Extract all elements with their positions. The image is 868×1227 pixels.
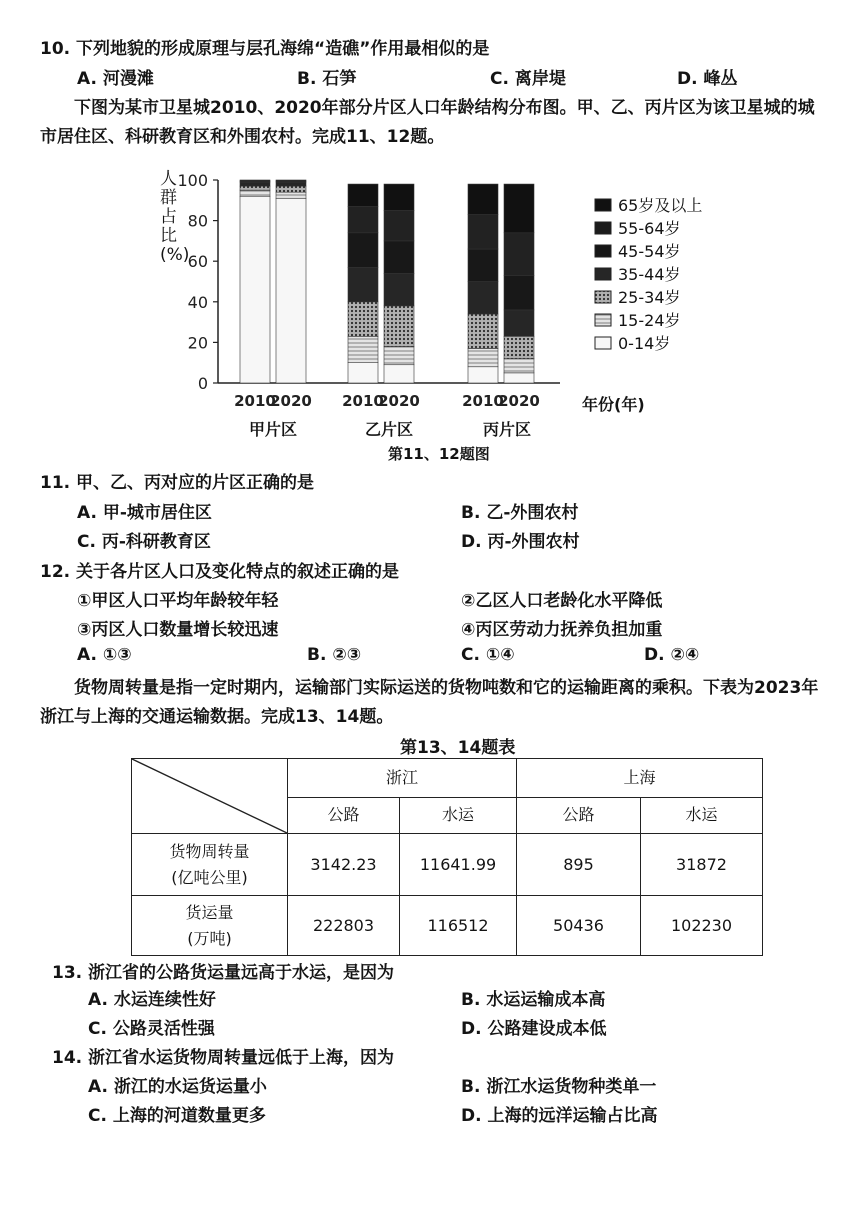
x-tick-label: 2020 [270,392,312,410]
bar-segment [504,359,534,373]
legend-label: 35-44岁 [618,265,681,284]
q14-stem: 14. 浙江省水运货物周转量远低于上海，因为 [52,1048,395,1068]
q11-option-a[interactable]: A. 甲-城市居住区 [77,503,212,523]
table-cell: 895 [517,834,641,896]
transport-data-table [131,758,763,956]
bar-segment [384,210,414,240]
q12-stem: 12. 关于各片区人口及变化特点的叙述正确的是 [40,562,400,582]
legend-label: 15-24岁 [618,311,681,330]
bar-segment [468,184,498,214]
q10-option-c[interactable]: C. 离岸堤 [490,69,566,89]
legend-swatch [595,245,611,257]
bar-segment [384,241,414,273]
x-tick-label: 2010 [342,392,384,410]
y-tick-label: 0 [197,374,208,393]
row-label [132,834,288,896]
group-label-bing: 丙片区 [483,420,532,439]
legend-swatch [595,199,611,211]
bar-segment [240,182,270,186]
q12-option-c[interactable]: C. ①④ [461,645,515,665]
q12-statement-1: ①甲区人口平均年龄较年轻 [77,591,279,611]
bar-segment [276,186,306,192]
q10-option-d[interactable]: D. 峰丛 [677,69,738,89]
q11-option-b[interactable]: B. 乙-外围农村 [461,503,579,523]
q11-stem: 11. 甲、乙、丙对应的片区正确的是 [40,473,315,493]
q10-option-b[interactable]: B. 石笋 [297,69,357,89]
table-header-mode: 公路 [517,797,641,834]
bar-segment [240,190,270,196]
row-label-unit: (万吨) [187,928,232,948]
bar-segment [276,192,306,198]
population-age-chart [150,165,710,450]
bar-segment [504,233,534,276]
bar-segment [468,282,498,314]
x-tick-label: 2020 [498,392,540,410]
bar-segment [468,249,498,281]
legend-swatch [595,291,611,303]
q12-option-b[interactable]: B. ②③ [307,645,362,665]
q12-statement-2: ②乙区人口老龄化水平降低 [461,591,663,611]
y-axis-label: 人群占比(%) [160,169,190,265]
table-cell: 50436 [517,896,641,956]
table-header-mode: 水运 [641,797,763,834]
y-tick-label: 100 [177,171,208,190]
bar-segment [348,336,378,362]
bar-segment [468,367,498,383]
legend-swatch [595,268,611,280]
diagonal-divider [132,759,287,833]
q10-stem: 10. 下列地貌的形成原理与层孔海绵“造礁”作用最相似的是 [40,39,490,59]
figure-caption: 第11、12题图 [388,445,490,463]
bar-segment [240,180,270,181]
y-tick-label: 20 [187,333,208,353]
x-tick-label: 2010 [462,392,504,410]
bar-segment [504,275,534,310]
table-cell: 11641.99 [400,834,517,896]
q13-option-d[interactable]: D. 公路建设成本低 [461,1019,607,1039]
q13-option-a[interactable]: A. 水运连续性好 [88,990,216,1010]
legend-swatch [595,337,611,349]
table-row [132,896,763,956]
row-label-unit: (亿吨公里) [171,867,248,887]
table-corner-cell [132,759,288,834]
bar-segment [384,346,414,364]
group-label-yi: 乙片区 [365,420,414,439]
bar-segment [384,184,414,210]
y-tick-label: 40 [187,292,208,312]
table-cell: 222803 [288,896,400,956]
bar-segment [504,184,534,233]
table-header-region: 上海 [517,759,763,798]
row-label [132,896,288,956]
table-caption: 第13、14题表 [400,738,516,758]
bar-segment [348,233,378,268]
bar-segment [276,180,306,181]
table-header-mode: 公路 [288,797,400,834]
bar-segment [276,198,306,383]
table-cell: 116512 [400,896,517,956]
q14-option-d[interactable]: D. 上海的远洋运输占比高 [461,1106,658,1126]
x-axis-label: 年份(年) [582,395,645,414]
y-tick-label: 80 [187,211,208,231]
bar-segment [348,363,378,383]
bar-segment [348,184,378,206]
legend-swatch [595,314,611,326]
group-label-jia: 甲片区 [249,420,298,439]
intro-13-14: 货物周转量是指一定时期内，运输部门实际运送的货物吨数和它的运输距离的乘积。下表为2023年浙江与上海的交通运输数据。完成13、14题。 [40,678,819,727]
row-label-text: 货物周转量 [169,841,250,861]
table-cell: 31872 [641,834,763,896]
bar-segment [348,302,378,337]
q12-option-a[interactable]: A. ①③ [77,645,132,665]
q12-statement-4: ④丙区劳动力抚养负担加重 [461,620,663,640]
q14-option-c[interactable]: C. 上海的河道数量更多 [88,1106,266,1126]
q12-option-d[interactable]: D. ②④ [644,645,700,665]
q13-stem: 13. 浙江省的公路货运量远高于水运，是因为 [52,963,395,983]
bar-segment [504,373,534,383]
q11-option-d[interactable]: D. 丙-外围农村 [461,532,580,552]
table-row [132,834,763,896]
bar-segment [240,196,270,383]
bar-segment [240,186,270,190]
bar-segment [348,206,378,232]
q13-option-b[interactable]: B. 水运运输成本高 [461,990,606,1010]
bar-segment [468,314,498,349]
legend-label: 45-54岁 [618,242,681,261]
legend-label: 65岁及以上 [618,196,703,215]
bar-segment [504,336,534,358]
bar-segment [468,348,498,366]
legend-label: 0-14岁 [618,334,671,353]
bar-segment [384,365,414,383]
row-label-text: 货运量 [185,902,234,922]
legend-swatch [595,222,611,234]
legend-label: 55-64岁 [618,219,681,238]
q13-option-c[interactable]: C. 公路灵活性强 [88,1019,215,1039]
bar-segment [384,306,414,347]
x-tick-label: 2020 [378,392,420,410]
q11-option-c[interactable]: C. 丙-科研教育区 [77,532,211,552]
table-header-mode: 水运 [400,797,517,834]
bar-segment [468,215,498,250]
intro-11-12: 下图为某市卫星城2010、2020年部分片区人口年龄结构分布图。甲、乙、丙片区为该卫星城的城市居住区、科研教育区和外围农村。完成11、12题。 [40,98,815,147]
table-header-region: 浙江 [288,759,517,798]
y-tick-label: 60 [187,252,208,272]
q10-option-a[interactable]: A. 河漫滩 [77,69,154,89]
legend-label: 25-34岁 [618,288,681,307]
x-tick-label: 2010 [234,392,276,410]
bar-segment [276,182,306,186]
table-cell: 102230 [641,896,763,956]
q12-statement-3: ③丙区人口数量增长较迅速 [77,620,279,640]
bar-segment [504,310,534,336]
bar-segment [348,267,378,302]
bar-segment [384,273,414,305]
table-cell: 3142.23 [288,834,400,896]
q14-option-a[interactable]: A. 浙江的水运货运量小 [88,1077,267,1097]
q14-option-b[interactable]: B. 浙江水运货物种类单一 [461,1077,657,1097]
